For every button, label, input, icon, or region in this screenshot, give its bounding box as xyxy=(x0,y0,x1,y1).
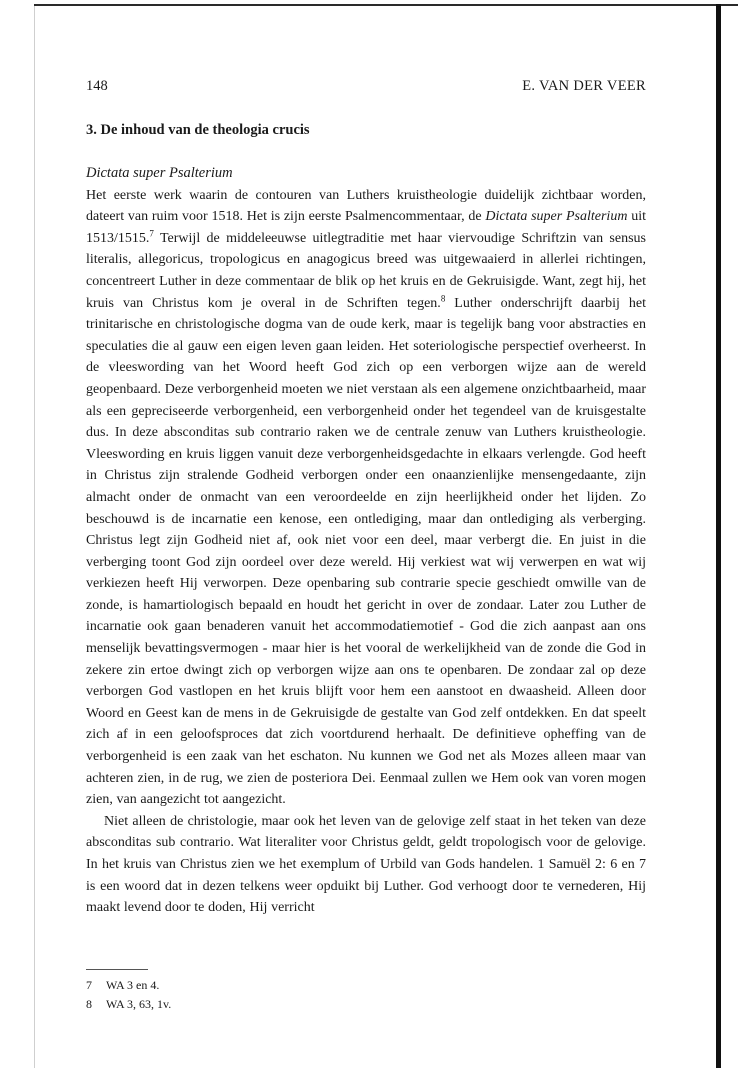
scan-edge-left xyxy=(34,4,35,1068)
footnote-number: 8 xyxy=(86,997,92,1011)
footnote-ref-8: 8 xyxy=(440,292,446,303)
scan-edge-top xyxy=(34,4,738,6)
running-author: E. VAN DER VEER xyxy=(522,78,646,94)
scan-edge-right xyxy=(716,4,721,1068)
footnote-rule xyxy=(86,969,148,970)
paragraph-1-part-3: Terwijl de middeleeuwse uitlegtraditie met haar viervoudige Schriftzin van sensus literalis, allegoricus, tropologicus en anagogicus breed was uitgewaaierd in allerlei richtingen, concentreert Luther in deze commentaar de blik op het kruis en de Gekruisigde. Want, zegt hij, het kruis van Christus kom je overal in de Schriften tegen. xyxy=(86,230,646,311)
section-heading: 3. De inhoud van de theologia crucis xyxy=(86,122,310,138)
paragraph-1 xyxy=(86,185,646,811)
paragraph-1-part-1: Het eerste werk waarin de contouren van Luthers kruistheologie duidelijk zichtbaar worden, dateert van ruim voor 1518. Het is zijn eerste Psalmencommentaar, de xyxy=(86,187,646,225)
subsection-title: Dictata super Psalterium xyxy=(86,165,233,181)
footnote-8 xyxy=(86,995,486,1014)
footnote-number: 7 xyxy=(86,978,92,992)
page-number: 148 xyxy=(86,78,108,94)
paragraph-1-part-2: uit 1513/1515. xyxy=(86,209,646,246)
paragraph-1-part-4: Luther onderschrijft daarbij het trinitarische en christologische dogma van de oude kerk, maar is tegelijk bang voor abstracties en speculaties die al gauw een eigen leven gaan leiden. Het soteriologische perspectief overheerst. In de vleeswording van het Woord heeft God zich op een verborgen wijze aan de wereld geopenbaard. Deze verborgenheid moeten we niet verstaan als een algemene onzichtbaarheid, maar als een gepreciseerde verborgenheid, een verborgenheid onder het tegendeel van de kruisgestalte dus. In deze absconditas sub contrario raken we de centrale zenuw van Luthers kruistheologie. Vleeswording en kruis liggen vanuit deze verborgenheidsgedachte in elkaars verlengde. God heeft in Christus zijn stralende Godheid verborgen onder een onaanzienlijke mensengedaante, zijn almacht onder de onmacht van een veroordeelde en zijn heerlijkheid onder het lijden. Zo beschouwd is de incarnatie een kenose, een ontlediging, maar dan ontlediging als verberging. Christus legt zijn Godheid niet af, ook niet voor een deel, maar verbergt die. En juist in die verberging toont God zijn oordeel over deze wereld. Hij verkiest wat wij verwerpen en wat wij verkiezen heeft Hij verworpen. Deze openbaring sub contrarie specie geschiedt omwille van de zonde, is hamartiologisch bepaald en houdt het gericht in over de zondaar. Later zou Luther de incarnatie ook gaan benaderen vanuit het accommodatiemotief - God die zich aanpast aan ons menselijk bevattingsvermogen - maar hier is het vooral de werkelijkheid van de zonde die God in zekere zin ertoe dwingt zich op verborgen wijze aan ons te openbaren. De zondaar zal op deze verborgen God vastlopen en het kruis blijft voor hem een aanstoot en dwaasheid. Alleen door Woord en Geest kan de mens in de Gekruisigde de gestalte van God zelf ontdekken. En dat speelt zich af in een geloofsproces dat zich voortdurend herhaalt. De definitieve opheffing van de verborgenheid is een zaak van het eschaton. Nu kunnen we God net als Mozes alleen maar van achteren zien, in de rug, we zien de posteriora Dei. Eenmaal zullen we Hem ook van voren mogen zien, van aangezicht tot aangezicht. xyxy=(86,295,647,808)
footnote-text: WA 3, 63, 1v. xyxy=(106,997,172,1011)
work-title-italic: Dictata super Psalterium xyxy=(485,209,628,225)
paragraph-2: Niet alleen de christologie, maar ook het leven van de gelovige zelf staat in het teken van deze absconditas sub contrario. Wat literaliter voor Christus geldt, geldt tropologisch voor de gelovige. In het kruis van Christus zien we het exemplum of Urbild van Gods handelen. 1 Samuël 2: 6 en 7 is een woord dat in dezen telkens weer opduikt bij Luther. God verhoogt door te vernederen, Hij maakt levend door te doden, Hij verricht xyxy=(86,813,646,916)
footnote-text: WA 3 en 4. xyxy=(106,978,160,992)
page-content xyxy=(86,78,646,919)
footnote-ref-7: 7 xyxy=(149,228,154,239)
footnotes xyxy=(86,976,486,1014)
body-text xyxy=(86,185,646,919)
footnote-7 xyxy=(86,976,486,995)
running-head xyxy=(86,78,646,100)
